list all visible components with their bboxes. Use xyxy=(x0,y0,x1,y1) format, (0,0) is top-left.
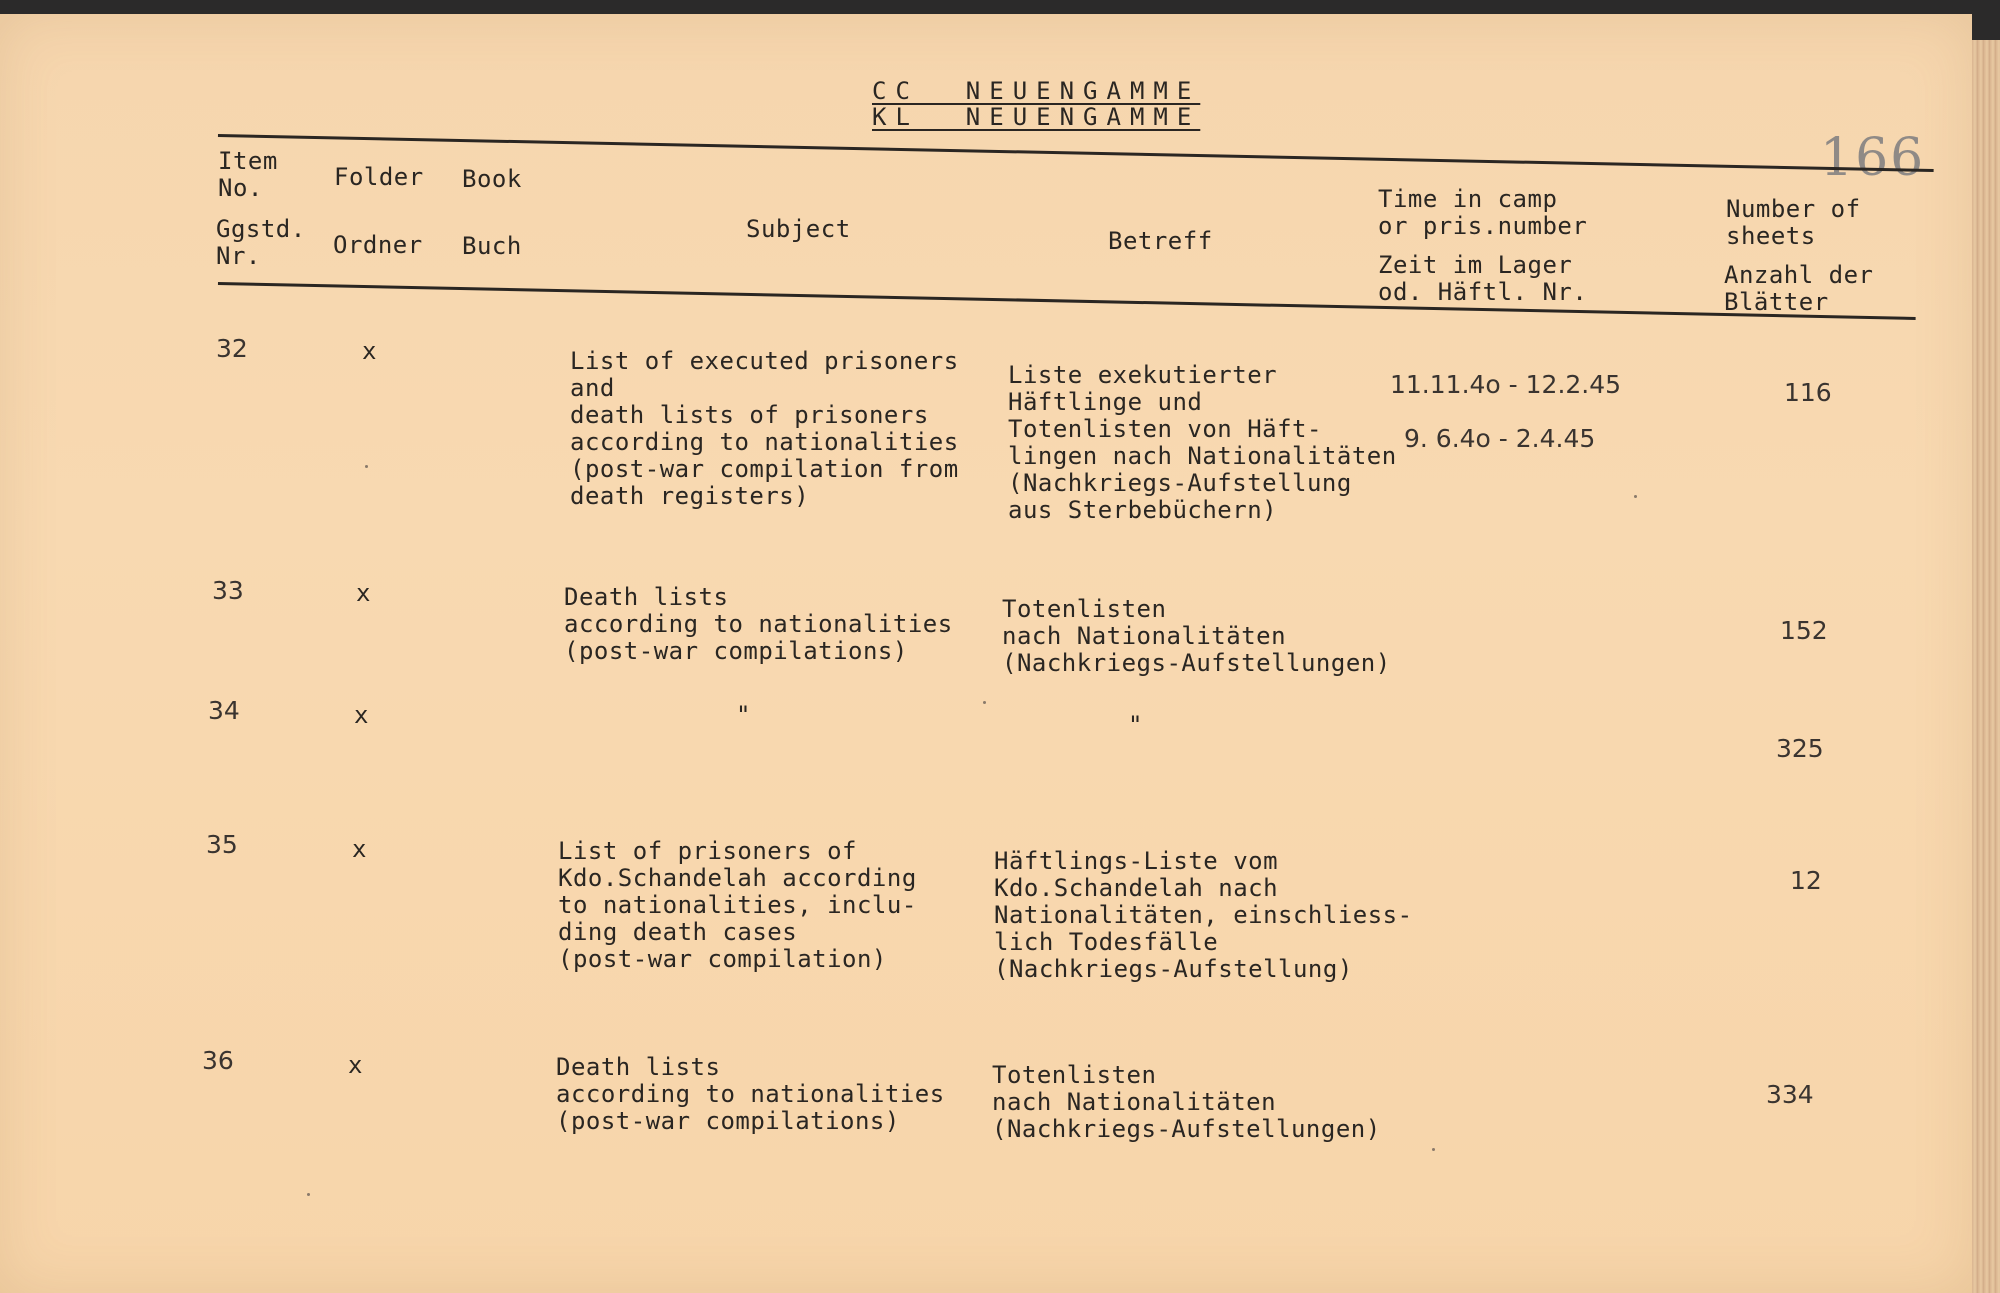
col-subject: Subject xyxy=(746,215,851,243)
row-33-betreff: Totenlisten nach Nationalitäten (Nachkriegs-Aufstellungen) xyxy=(1002,595,1391,677)
col-time-de: Zeit im Lager od. Häftl. Nr. xyxy=(1378,251,1588,306)
row-32-time-2: 9. 6.4o - 2.4.45 xyxy=(1404,424,1596,453)
row-33-subject: Death lists according to nationalities (post-war compilations) xyxy=(564,583,953,665)
col-betreff: Betreff xyxy=(1108,227,1213,255)
row-35-betreff: Häftlings-Liste vom Kdo.Schandelah nach Nationalitäten, einschliess- lich Todesfälle (Nachkriegs-Aufstellung) xyxy=(994,847,1413,983)
row-32-item: 32 xyxy=(216,334,248,363)
row-33-item: 33 xyxy=(212,576,244,605)
row-32-subject: List of executed prisoners and death lists of prisoners according to nationalities (post-war compilation from death registers) xyxy=(570,347,959,510)
row-34-sheets: 325 xyxy=(1776,734,1824,763)
paper-speck xyxy=(1634,495,1637,498)
row-36-sheets: 334 xyxy=(1766,1080,1814,1109)
col-book-en: Book xyxy=(462,165,522,193)
col-folder-en: Folder xyxy=(334,163,424,191)
row-32-sheets: 116 xyxy=(1784,378,1832,407)
col-sheets-de: Anzahl der Blätter xyxy=(1724,261,1874,316)
row-36-subject: Death lists according to nationalities (post-war compilations) xyxy=(556,1053,945,1135)
row-33-sheets: 152 xyxy=(1780,616,1828,645)
row-36-betreff: Totenlisten nach Nationalitäten (Nachkriegs-Aufstellungen) xyxy=(992,1061,1381,1143)
row-34-subject: " xyxy=(736,701,751,729)
col-item-de: Ggstd. Nr. xyxy=(216,215,306,270)
row-35-item: 35 xyxy=(206,830,238,859)
row-32-betreff: Liste exekutierter Häftlinge und Totenlisten von Häft- lingen nach Nationalitäten (Nachkriegs-Aufstellung aus Sterbebüchern) xyxy=(1008,361,1397,524)
paper-speck xyxy=(1432,1148,1435,1151)
paper-speck xyxy=(307,1193,310,1196)
col-sheets-en: Number of sheets xyxy=(1726,195,1861,250)
row-36-item: 36 xyxy=(202,1046,234,1075)
document-page xyxy=(0,14,1972,1293)
row-35-sheets: 12 xyxy=(1790,866,1822,895)
title-line-cc: CC NEUENGAMME xyxy=(872,77,1201,105)
col-folder-de: Ordner xyxy=(333,231,423,259)
row-36-folder: x xyxy=(348,1051,363,1079)
paper-speck xyxy=(365,465,368,468)
row-32-folder: x xyxy=(362,337,377,365)
row-34-folder: x xyxy=(354,701,369,729)
row-35-folder: x xyxy=(352,835,367,863)
title-line-kl: KL NEUENGAMME xyxy=(872,103,1201,131)
row-34-betreff: " xyxy=(1128,711,1143,739)
row-34-item: 34 xyxy=(208,696,240,725)
row-35-subject: List of prisoners of Kdo.Schandelah according to nationalities, inclu- ding death cases (post-war compilation) xyxy=(558,837,917,973)
row-33-folder: x xyxy=(356,579,371,607)
col-item-en: Item No. xyxy=(218,147,278,202)
row-32-time-1: 11.11.4o - 12.2.45 xyxy=(1390,370,1622,399)
col-time-en: Time in camp or pris.number xyxy=(1378,185,1588,240)
page-edge xyxy=(1972,40,2000,1293)
page-number-stamp: 166 xyxy=(1820,128,1926,188)
col-book-de: Buch xyxy=(462,232,522,260)
paper-speck xyxy=(983,701,986,704)
